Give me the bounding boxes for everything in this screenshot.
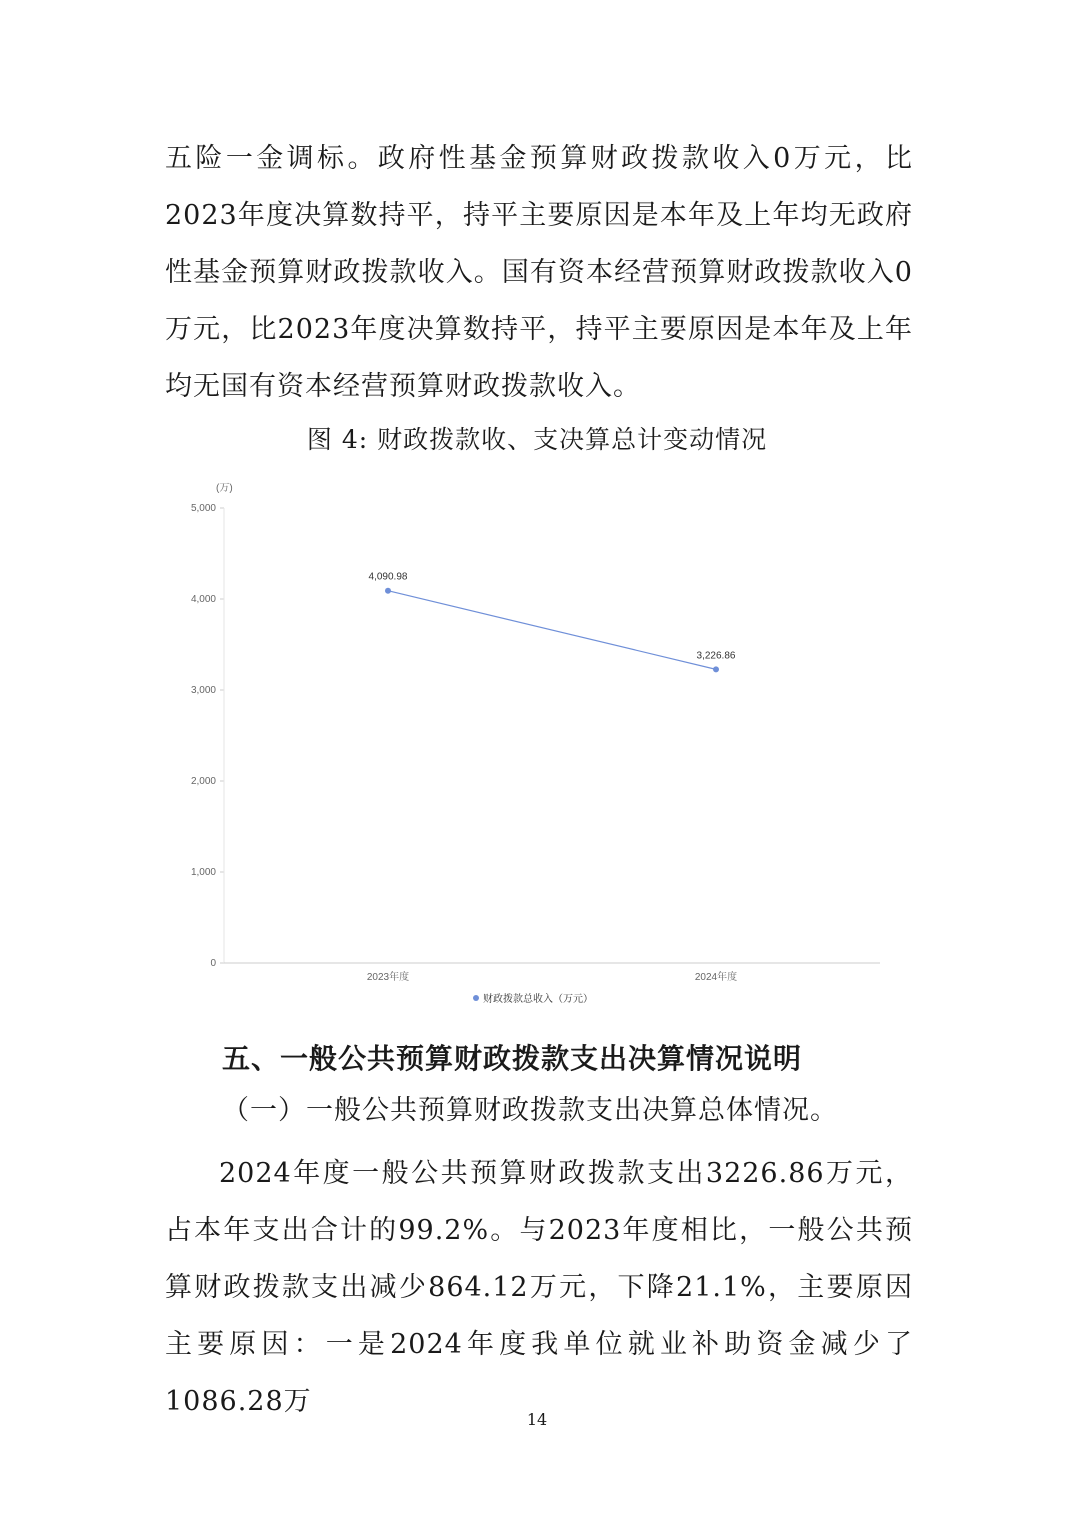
series-layer xyxy=(369,572,736,673)
intro-paragraph: 五险一金调标。政府性基金预算财政拨款收入0万元，比2023年度决算数持平，持平主要原因是本年及上年均无政府性基金预算财政拨款收入。国有资本经营预算财政拨款收入0万元，比2023年度决算数持平，持平主要原因是本年及上年均无国有资本经营预算财政拨款收入。 xyxy=(165,143,913,402)
legend-marker xyxy=(473,995,479,1001)
data-label: 3,226.86 xyxy=(696,650,736,662)
body-paragraph: 2024年度一般公共预算财政拨款支出3226.86万元，占本年支出合计的99.2%。与2023年度相比，一般公共预算财政拨款支出减少864.12万元，下降21.1%，主要原因主要原因：一是2024年度我单位就业补助资金减少了1086.28万 xyxy=(165,1158,913,1417)
y-tick-label: 2,000 xyxy=(190,776,216,787)
x-tick-label: 2024年度 xyxy=(694,972,738,983)
legend-label: 财政拨款总收入（万元） xyxy=(483,994,593,1005)
chart-svg xyxy=(180,478,890,1018)
y-tick-label: 3,000 xyxy=(190,685,216,696)
series-line xyxy=(388,591,716,670)
y-axis xyxy=(191,503,224,969)
y-tick-label: 0 xyxy=(210,958,216,969)
data-point xyxy=(385,588,391,594)
subsection-heading: （一）一般公共预算财政拨款支出决算总体情况。 xyxy=(222,1095,838,1126)
x-tick-label: 2023年度 xyxy=(366,972,410,983)
figure-caption: 图 4: 财政拨款收、支决算总计变动情况 xyxy=(306,425,768,454)
section-heading: 五、一般公共预算财政拨款支出决算情况说明 xyxy=(222,1042,803,1075)
legend xyxy=(473,992,593,1005)
y-tick-label: 5,000 xyxy=(190,503,216,514)
y-unit-label: (万) xyxy=(216,483,233,494)
x-axis xyxy=(367,970,737,983)
page-number: 14 xyxy=(526,1410,548,1429)
data-point xyxy=(713,666,719,672)
y-tick-label: 4,000 xyxy=(190,594,216,605)
data-label: 4,090.98 xyxy=(368,571,408,583)
line-chart xyxy=(180,478,890,1018)
y-tick-label: 1,000 xyxy=(190,867,216,878)
